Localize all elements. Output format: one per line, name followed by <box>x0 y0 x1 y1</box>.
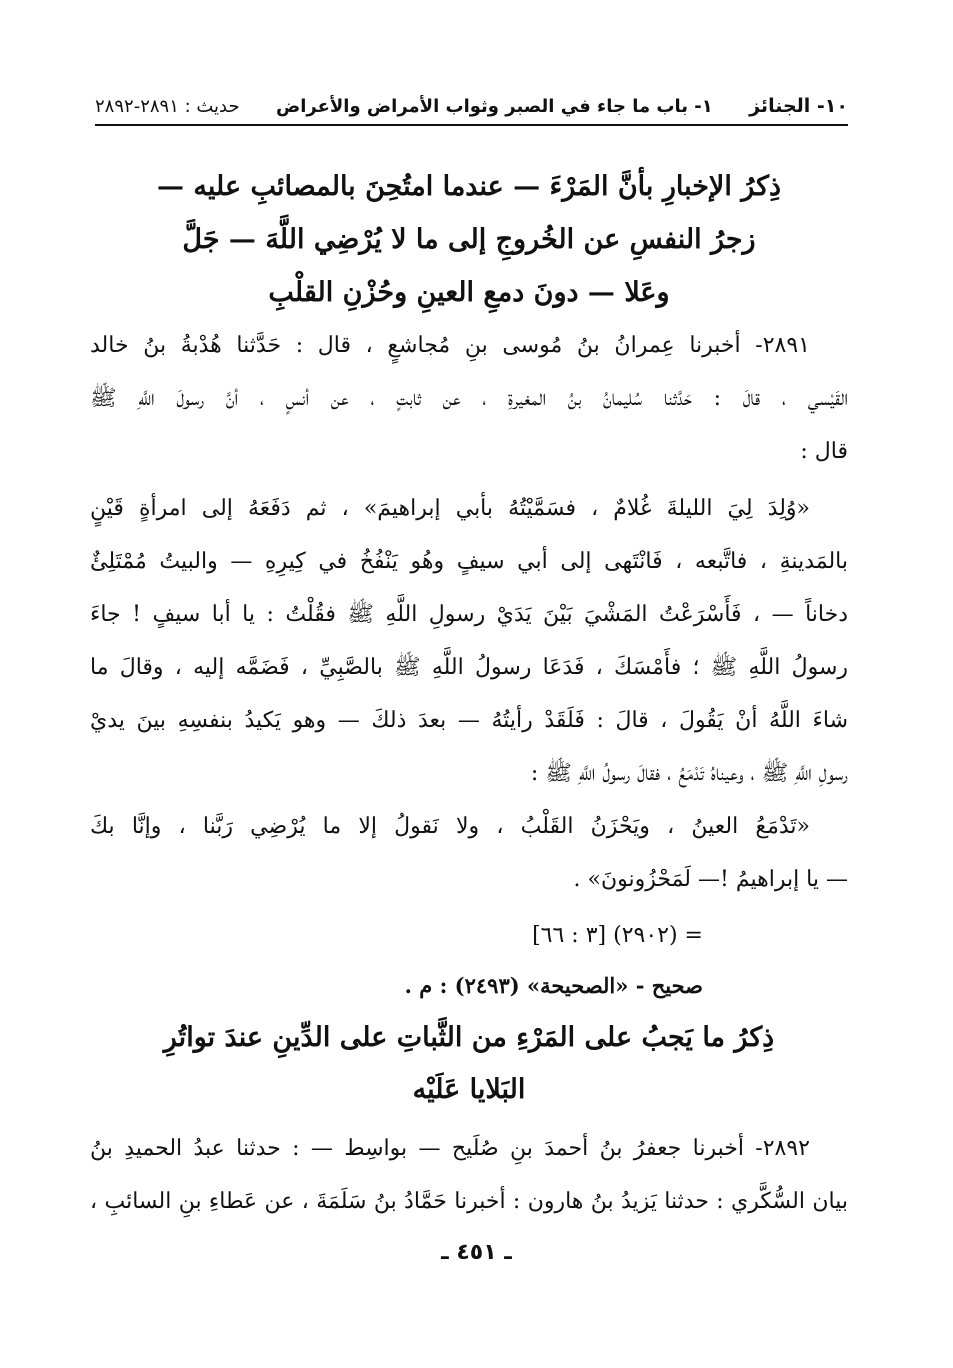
text-line: رسولِ اللَّهِ ﷺ ، وعيناهُ تَدْمَعُ ، فقالَ رسولُ اللَّهِ ﷺ : <box>530 761 848 786</box>
text-line: «تَدْمَعُ العينُ ، ويَحْزَنُ القَلْبُ ، ولا نَقولُ إلا ما يُرْضِي رَبَّنا ، وإنَّا بكَ <box>90 814 810 839</box>
text-line: «وُلِدَ لِيَ الليلةَ غُلامٌ ، فسَمَّيْتُهُ بأبي إبراهيمَ» ، ثم دَفَعَهُ إلى امرأةٍ قَيْنٍ <box>90 496 810 521</box>
section-heading-2 <box>90 1012 848 1116</box>
text-line: ٢٨٩٢- أخبرنا جعفرُ بنُ أحمدَ بنِ صُلَيح — بواسِط — : حدثنا عبدُ الحميدِ بنُ <box>90 1136 810 1161</box>
hadith-2891-matn <box>90 482 848 800</box>
prophetic-quote <box>90 800 848 906</box>
heading-line: زجرُ النفسِ عن الخُروجِ إلى ما لا يُرْضِي اللَّهَ — جَلَّ <box>182 224 756 255</box>
heading-line: وعَلا — دونَ دمعِ العينِ وحُزْنِ القلْبِ <box>268 277 670 308</box>
text-line: شاءَ اللَّهُ أنْ يَقُولَ ، قالَ : فَلَقَدْ رأيتُهُ — بعدَ ذلكَ — وهو يَكيدُ بنفسِهِ بينَ يديْ <box>90 708 848 733</box>
text-line: رسولُ اللَّهِ ﷺ ؛ فأَمْسَكَ ، فَدَعَا رسولُ اللَّهِ ﷺ بالصَّبِيِّ ، فَضَمَّه إليه ، وقالَ ما <box>90 655 848 680</box>
text-line: بالمَدينةِ ، فاتَّبعه ، فَانْتَهى إلى أبي سيفٍ وهُو يَنْفُخُ في كِيرِهِ — والبيتُ مُمْتَلِئٌ <box>90 549 848 574</box>
heading-line: البَلايا عَلَيْه <box>412 1074 526 1105</box>
page-number: ـ ٤٥١ ـ <box>441 1240 512 1265</box>
chapter-label: ١٠- الجنائز <box>749 95 848 117</box>
section-heading-1 <box>90 160 848 319</box>
page-body <box>90 160 848 1228</box>
hadith-range: حديث : ٢٨٩١-٢٨٩٢ <box>95 95 240 117</box>
text-line: دخاناً — ، فَأَسْرَعْتُ المَشْيَ بَيْنَ يَدَيْ رسولِ اللَّهِ ﷺ فقُلْتُ : يا أبا سيفٍ ! جاءَ <box>90 602 848 627</box>
text-line: — يا إبراهيمُ !— لَمَحْزُونونَ» . <box>573 867 848 892</box>
authenticity-grade: صحيح - «الصحيحة» (٢٤٩٣) : م . <box>404 973 703 998</box>
cross-references: = (٢٩٠٢) [٣ : ٦٦] <box>532 923 703 948</box>
text-line: قال : <box>800 439 848 464</box>
running-header <box>95 88 848 126</box>
text-line: ٢٨٩١- أخبرنا عِمرانُ بنُ مُوسى بنِ مُجاشعٍ ، قال : حَدَّثنا هُدْبةُ بنُ خالد <box>90 333 810 358</box>
hadith-2891-isnad <box>90 319 848 372</box>
heading-line: ذِكرُ ما يَجبُ على المَرْءِ من الثَّباتِ على الدِّينِ عندَ تواتُرِ <box>163 1022 775 1053</box>
hadith-2892-isnad <box>90 1122 848 1228</box>
text-line: القَيْسي ، قالَ : حَدَّثنا سُليمانُ بنُ المغيرةِ ، عن ثابتٍ ، عن أنسٍ ، أنَّ رسولَ اللَّهِ ﷺ <box>90 386 848 411</box>
heading-line: ذِكرُ الإخبارِ بأنَّ المَرْءَ — عندما امتُحِنَ بالمصائبِ عليه — <box>156 171 781 202</box>
chapter-title: ١- باب ما جاء في الصبر وثواب الأمراض والأعراض <box>276 95 713 117</box>
text-line: بيان السُّكَّري : حدثنا يَزيدُ بنُ هارون : أخبرنا حَمَّادُ بنُ سَلَمَةَ ، عن عَطاءِ بنِ السائبِ ، <box>90 1189 848 1214</box>
hadith-2891-isnad-cont <box>90 372 848 478</box>
